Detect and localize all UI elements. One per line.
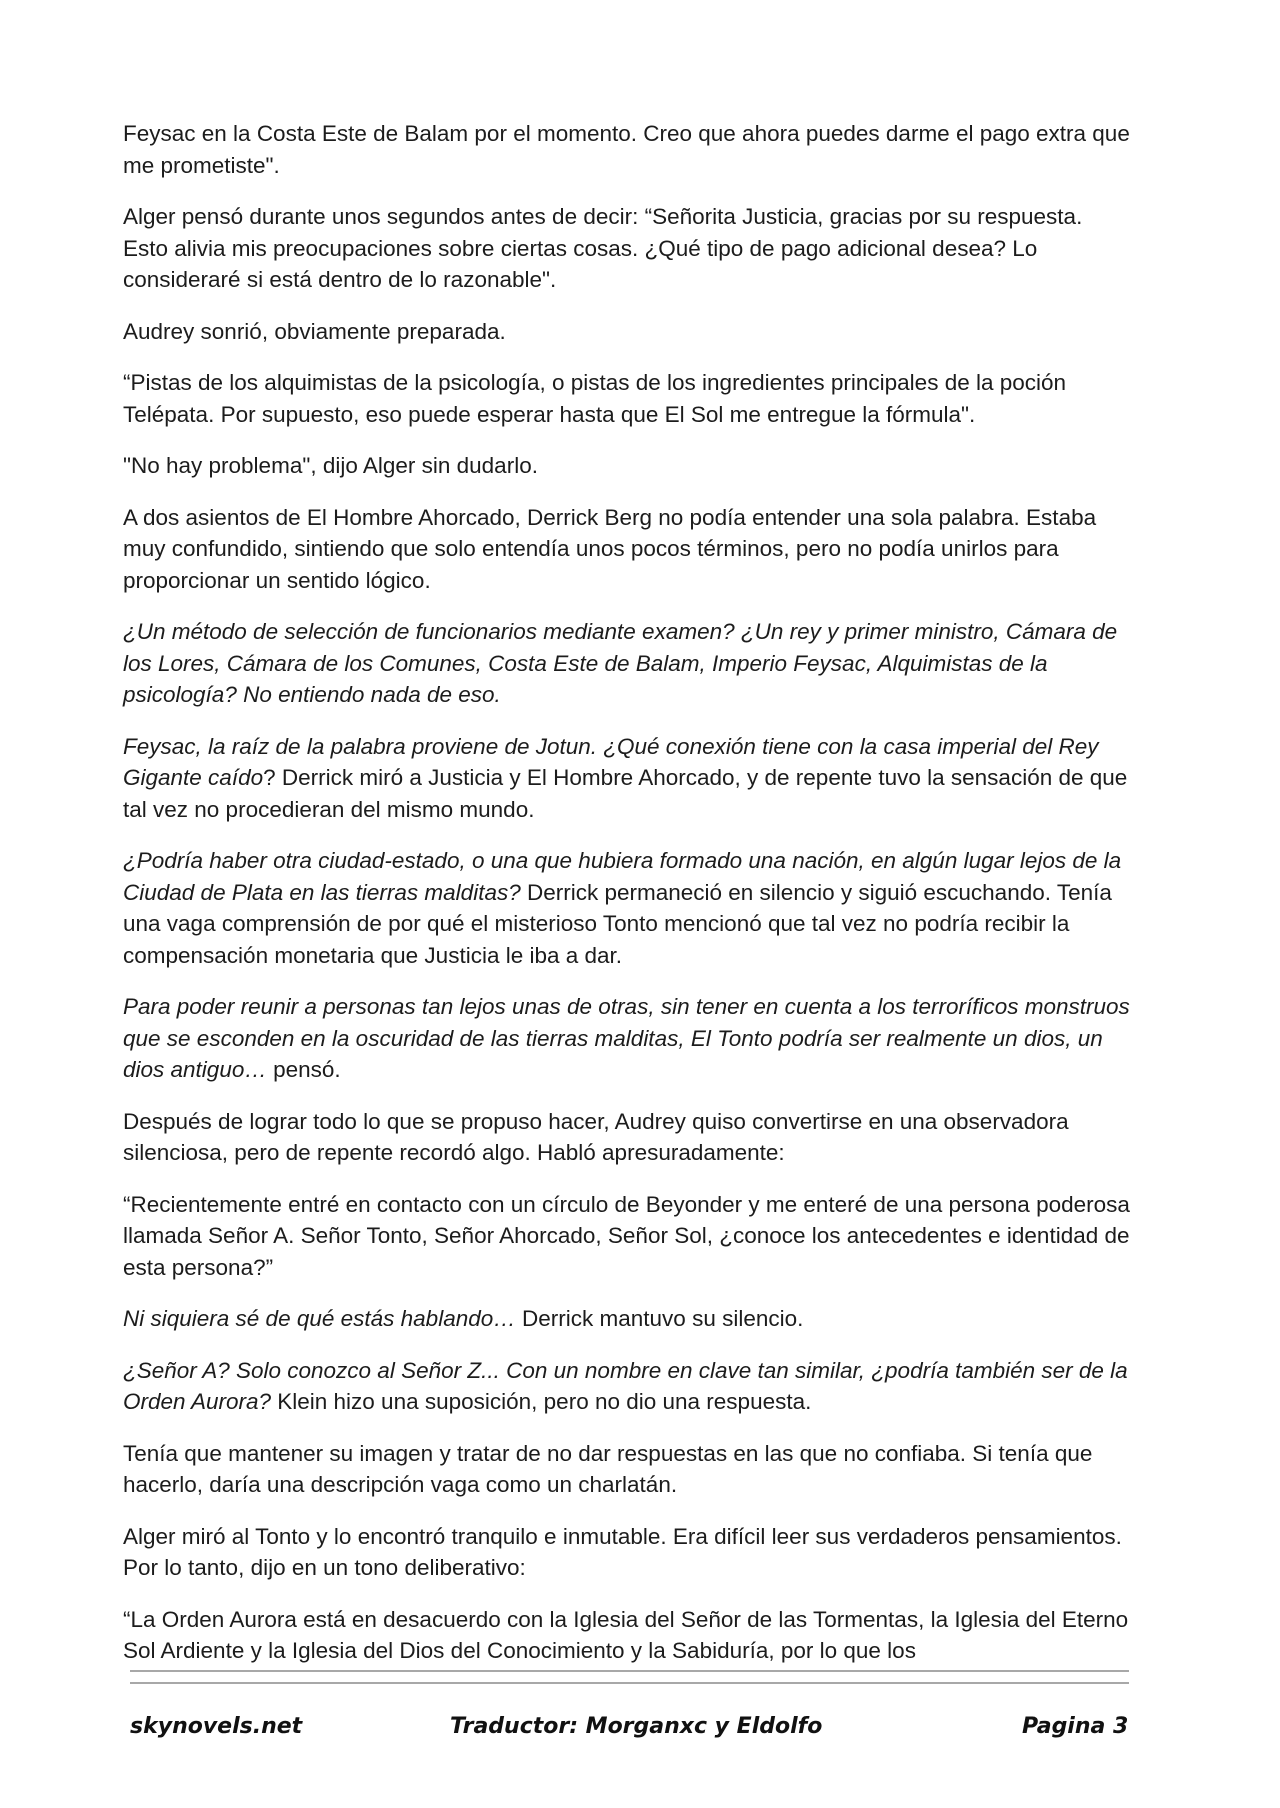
- italic-text-run: Feysac, la raíz de la palabra proviene de Jotun. ¿Qué conexión tiene con la casa imperial del Rey Gigante caído: [123, 733, 1099, 790]
- italic-text-run: ¿Podría haber otra ciudad-estado, o una que hubiera formado una nación, en algún lugar lejos de la Ciudad de Plata en las tierras malditas?: [123, 848, 1122, 905]
- text-run: “La Orden Aurora está en desacuerdo con la Iglesia del Señor de las Tormentas, la Iglesia del Eterno Sol Ardiente y la Iglesia del Dios del Conocimiento y la Sabiduría, por lo que los: [123, 1606, 1129, 1663]
- text-run: Después de lograr todo lo que se propuso hacer, Audrey quiso convertirse en una observadora silenciosa, pero de repente recordó algo. Habló apresuradamente:: [123, 1108, 1069, 1165]
- paragraph: [123, 1438, 1133, 1501]
- text-run: A dos asientos de El Hombre Ahorcado, Derrick Berg no podía entender una sola palabra. Estaba muy confundido, sintiendo que solo entendía unos pocos términos, pero no podía unirlos para proporcionar un sentido lógico.: [123, 504, 1097, 593]
- paragraph: [123, 991, 1133, 1086]
- paragraph: [123, 201, 1133, 296]
- text-run: Klein hizo una suposición, pero no dio una respuesta.: [271, 1389, 812, 1414]
- paragraph: [123, 367, 1133, 430]
- text-run: “Pistas de los alquimistas de la psicología, o pistas de los ingredientes principales de la poción Telépata. Por supuesto, eso puede esperar hasta que El Sol me entregue la fórmula".: [123, 370, 1067, 427]
- footer-divider-top: [130, 1670, 1129, 1672]
- footer-site: skynovels.net: [130, 1714, 303, 1739]
- paragraph: [123, 450, 1133, 482]
- text-run: Feysac en la Costa Este de Balam por el momento. Creo que ahora puedes darme el pago extra que me prometiste".: [123, 121, 1130, 178]
- italic-text-run: ¿Un método de selección de funcionarios mediante examen? ¿Un rey y primer ministro, Cámara de los Lores, Cámara de los Comunes, Costa Este de Balam, Imperio Feysac, Alquimistas de la psicología? No entiendo nada de eso.: [123, 619, 1118, 707]
- text-run: Derrick permaneció en silencio y siguió escuchando. Tenía una vaga comprensión de por qué el misterioso Tonto mencionó que tal vez no podría recibir la compensación monetaria que Justicia le iba a dar.: [123, 879, 1112, 968]
- paragraph: [123, 502, 1133, 597]
- paragraph: [123, 616, 1133, 711]
- paragraph: [123, 118, 1133, 181]
- text-run: pensó.: [266, 1057, 341, 1082]
- text-run: “Recientemente entré en contacto con un círculo de Beyonder y me enteré de una persona poderosa llamada Señor A. Señor Tonto, Señor Ahorcado, Señor Sol, ¿conoce los antecedentes e identidad de esta persona?”: [123, 1191, 1130, 1280]
- text-run: Alger miró al Tonto y lo encontró tranquilo e inmutable. Era difícil leer sus verdaderos pensamientos. Por lo tanto, dijo en un tono deliberativo:: [123, 1523, 1122, 1580]
- paragraph: [123, 1189, 1133, 1284]
- body-text: [123, 118, 1133, 1687]
- paragraph: [123, 731, 1133, 826]
- text-run: Alger pensó durante unos segundos antes de decir: “Señorita Justicia, gracias por su respuesta. Esto alivia mis preocupaciones sobre ciertas cosas. ¿Qué tipo de pago adicional desea? Lo consideraré si está dentro de lo razonable".: [123, 204, 1083, 292]
- paragraph: [123, 1521, 1133, 1584]
- footer-page-number: Pagina 3: [1022, 1714, 1129, 1739]
- paragraph: [123, 1106, 1133, 1169]
- text-run: Derrick mantuvo su silencio.: [515, 1306, 804, 1331]
- paragraph: [123, 1355, 1133, 1418]
- italic-text-run: ¿Señor A? Solo conozco al Señor Z... Con un nombre en clave tan similar, ¿podría también ser de la Orden Aurora?: [123, 1357, 1128, 1414]
- paragraph: [123, 1604, 1133, 1667]
- text-run: "No hay problema", dijo Alger sin dudarlo.: [123, 453, 538, 478]
- italic-text-run: Ni siquiera sé de qué estás hablando…: [123, 1306, 516, 1331]
- paragraph: [123, 1303, 1133, 1335]
- footer-translator: Traductor: Morganxc y Eldolfo: [450, 1714, 823, 1739]
- text-run: ? Derrick miró a Justicia y El Hombre Ahorcado, y de repente tuvo la sensación de que tal vez no procedieran del mismo mundo.: [123, 765, 1128, 822]
- text-run: Tenía que mantener su imagen y tratar de no dar respuestas en las que no confiaba. Si tenía que hacerlo, daría una descripción vaga como un charlatán.: [123, 1440, 1093, 1497]
- footer-divider-bottom: [130, 1682, 1129, 1684]
- paragraph: [123, 316, 1133, 348]
- italic-text-run: Para poder reunir a personas tan lejos unas de otras, sin tener en cuenta a los terroríficos monstruos que se esconden en la oscuridad de las tierras malditas, El Tonto podría ser realmente un dios, un dios antiguo…: [123, 994, 1130, 1082]
- text-run: Audrey sonrió, obviamente preparada.: [123, 318, 506, 344]
- paragraph: [123, 845, 1133, 971]
